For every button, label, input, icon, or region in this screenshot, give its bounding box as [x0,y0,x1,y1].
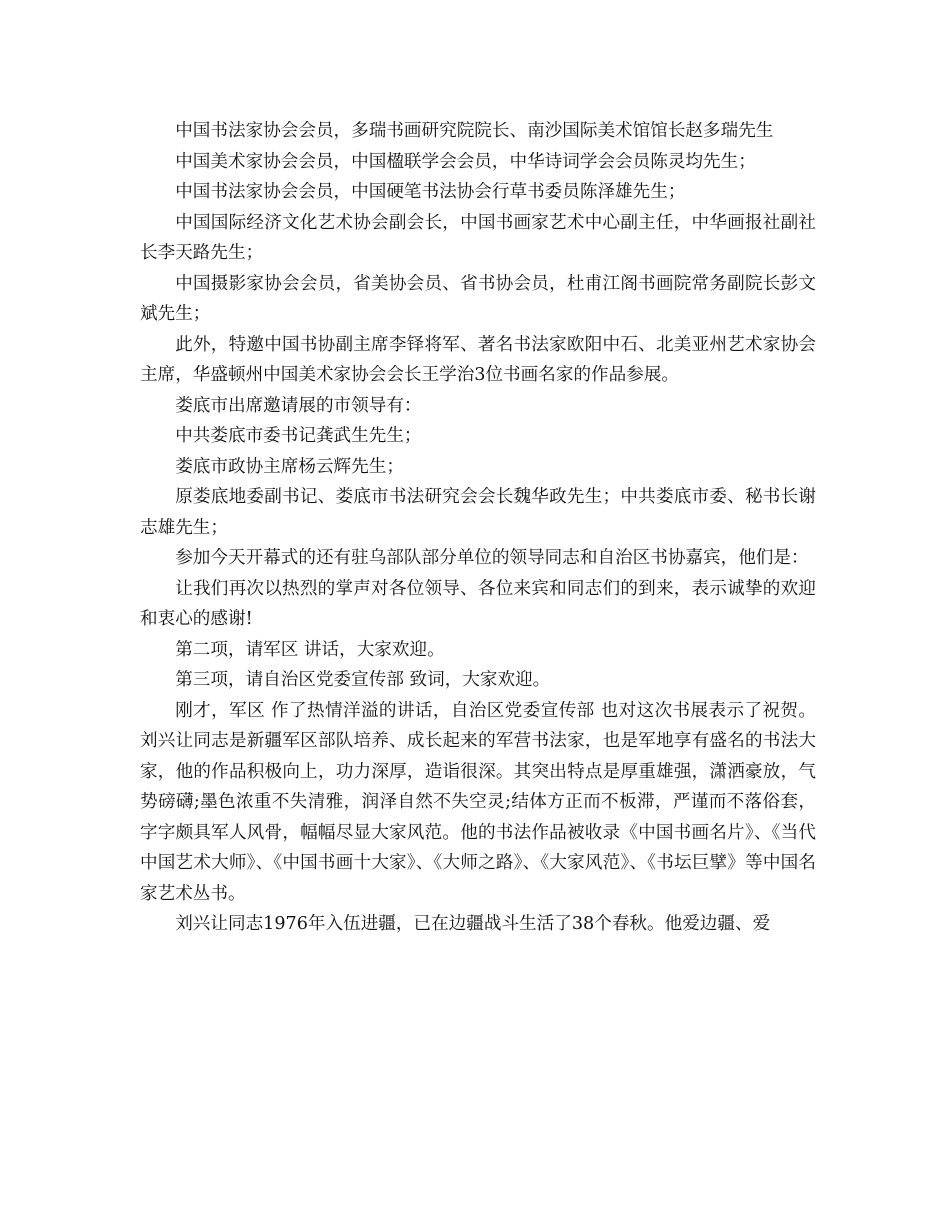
paragraph-liu-xingrang-career: 刘兴让同志1976年入伍进疆，已在边疆战斗生活了38个春秋。他爱边疆、爱 [175,914,771,934]
paragraph-other-guests: 参加今天开幕式的还有驻乌部队部分单位的领导同志和自治区书协嘉宾，他们是： [175,548,809,568]
document-body [140,116,816,940]
paragraph-invited-artists: 此外，特邀中国书协副主席李铎将军、著名书法家欧阳中石、北美亚州艺术家协会主席，华盛顿州中国美术家协会会长王学治3位书画名家的作品参展。 [140,334,816,385]
paragraph-chen-zexiong: 中国书法家协会会员，中国硬笔书法协会行草书委员陈泽雄先生； [175,182,686,202]
paragraph-zhao-duorui: 中国书法家协会会员，多瑞书画研究院院长、南沙国际美术馆馆长赵多瑞先生 [175,121,774,141]
paragraph-peng-wenbin: 中国摄影家协会会员，省美协会员、省书协会员，杜甫江阁书画院常务副院长彭文斌先生； [140,273,816,324]
paragraph-item-three: 第三项，请自治区党委宣传部 致词，大家欢迎。 [175,670,551,690]
paragraph-gong-wusheng: 中共娄底市委书记龚武生先生； [175,426,422,446]
paragraph-chen-lingjun: 中国美术家协会会员，中国楹联学会会员，中华诗词学会会员陈灵均先生； [175,151,756,172]
paragraph-city-leaders-intro: 娄底市出席邀请展的市领导有： [175,395,422,416]
paragraph-yang-yunhui: 娄底市政协主席杨云辉先生； [175,456,404,477]
paragraph-welcome-applause: 让我们再次以热烈的掌声对各位领导、各位来宾和同志们的到来，表示诚挚的欢迎和衷心的感谢! [140,578,816,629]
paragraph-li-tianlu: 中国国际经济文化艺术协会副会长，中国书画家艺术中心副主任，中华画报社副社长李天路先生； [140,212,816,263]
paragraph-liu-xingrang-praise: 刚才，军区 作了热情洋溢的讲话，自治区党委宣传部 也对这次书展表示了祝贺。刘兴让同志是新疆军区部队培养、成长起来的军营书法家，也是军地享有盛名的书法大家，他的作品积极向上，功力深厚，造诣很深。其突出特点是厚重雄强，潇洒豪放，气势磅礴;墨色浓重不失清雅，润泽自然不失空灵;结体方正而不板滞，严谨而不落俗套，字字颇具军人风骨，幅幅尽显大家风范。他的书法作品被收录《中国书画名片》、《当代中国艺术大师》、《中国书画十大家》、《大师之路》、《大家风范》、《书坛巨擘》等中国名家艺术丛书。 [140,700,816,904]
paragraph-wei-huazheng: 原娄底地委副书记、娄底市书法研究会会长魏华政先生；中共娄底市委、秘书长谢志雄先生； [140,487,816,538]
paragraph-item-two: 第二项，请军区 讲话，大家欢迎。 [175,639,445,660]
